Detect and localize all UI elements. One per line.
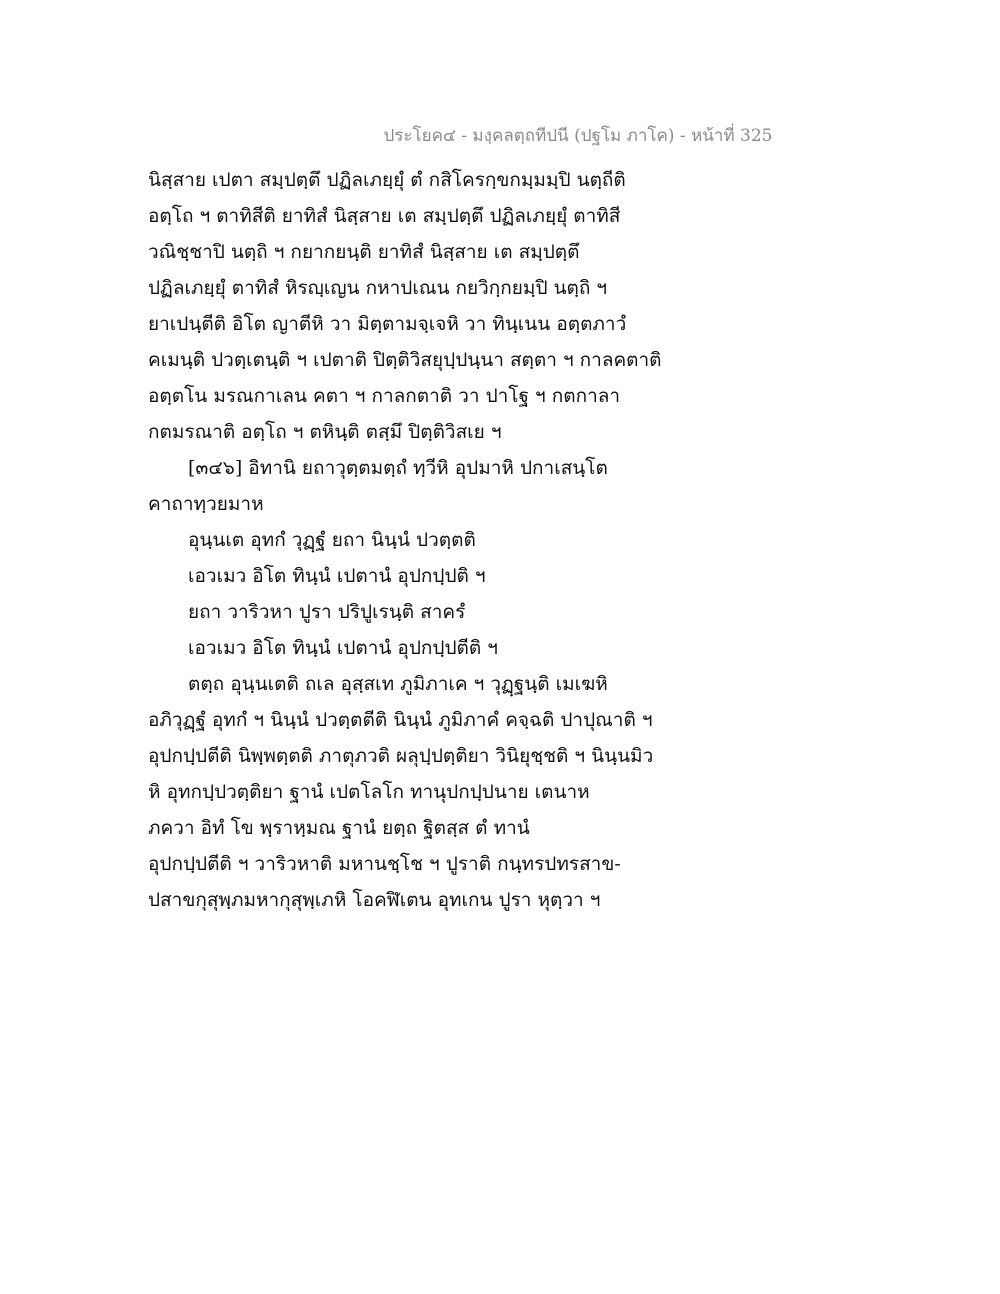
text-line: อภิวุฏฺฐํ อุทกํ ฯ นินฺนํ ปวตฺตตีติ นินฺนํ ภูมิภาคํ คจฺฉติ ปาปุณาติ ฯ [148,709,653,731]
text-line: ยาเปนฺตีติ อิโต ญาตีหิ วา มิตฺตามจฺเจหิ วา ทินฺเนน อตฺตภาวํ [148,313,627,335]
text-line: กตมรณาติ อตฺโถ ฯ ตหินฺติ ตสฺมึ ปิตฺติวิสเย ฯ [148,421,502,443]
text-line: ปสาขกุสุพฺภมหากุสุพฺเภหิ โอคฬิเตน อุทเกน ปูรา หุตฺวา ฯ [148,889,601,911]
text-line: ภควา อิทํ โข พฺราหฺมณ ฐานํ ยตฺถ ฐิตสฺส ตํ ทานํ [148,817,530,839]
verse-line: เอวเมว อิโต ทินฺนํ เปตานํ อุปกปฺปติ ฯ [188,565,486,587]
body-text [148,162,688,918]
paragraph-start-line: [๓๔๖] อิทานิ ยถาวุตฺตมตฺถํ ทฺวีหิ อุปมาหิ ปกาเสนฺโต [188,457,608,479]
verse-line: เอวเมว อิโต ทินฺนํ เปตานํ อุปกปฺปตีติ ฯ [188,637,498,659]
text-line: หิ อุทกปฺปวตฺติยา ฐานํ เปตโลโก ทานุปกปฺปนาย เตนาห [148,781,590,803]
text-line: อุปกปฺปตีติ นิพฺพตฺตติ ภาตุภวติ ผลุปฺปตฺติยา วินิยุชฺชติ ฯ นินฺนมิว [148,745,654,767]
text-line: อตฺตโน มรณกาเลน คตา ฯ กาลกตาติ วา ปาโฐ ฯ กตกาลา [148,385,621,407]
text-line: ปฏิลเภยฺยุํ ตาทิสํ หิรญฺเญน กหาปเณน กยวิกฺกยมฺปิ นตฺถิ ฯ [148,277,608,299]
text-line: อตฺโถ ฯ ตาทิสีติ ยาทิสํ นิสฺสาย เต สมฺปตฺตึ ปฏิลเภยฺยุํ ตาทิสี [148,205,621,227]
verse-line: ยถา วาริวหา ปูรา ปริปูเรนฺติ สาครํ [188,601,466,623]
page-header: ประโยค๔ - มงฺคลตฺถทีปนี (ปฐโม ภาโค) - หน้าที่ 325 [383,126,773,146]
text-line: คเมนฺติ ปวตฺเตนฺติ ฯ เปตาติ ปิตฺติวิสยุปฺปนฺนา สตฺตา ฯ กาลคตาติ [148,349,662,371]
text-line: นิสฺสาย เปตา สมฺปตฺตึ ปฏิลเภยฺยุํ ตํ กสิโครกฺขกมฺมมฺปิ นตฺถีติ [148,169,626,191]
paragraph-start-line: ตตฺถ อุนฺนเตติ ถเล อุสฺสเท ภูมิภาเค ฯ วุฏฺฐนฺติ เมเฆหิ [188,673,608,695]
text-line: วณิชฺชาปิ นตฺถิ ฯ กยากยนฺติ ยาทิสํ นิสฺสาย เต สมฺปตฺตึ [148,241,580,263]
text-line: คาถาทฺวยมาห [148,493,264,515]
verse-line: อุนฺนเต อุทกํ วุฏฺฐํ ยถา นินฺนํ ปวตฺตติ [188,529,476,551]
text-line: อุปกปฺปตีติ ฯ วาริวหาติ มหานชฺโช ฯ ปูราติ กนฺทรปทรสาข- [148,853,621,875]
